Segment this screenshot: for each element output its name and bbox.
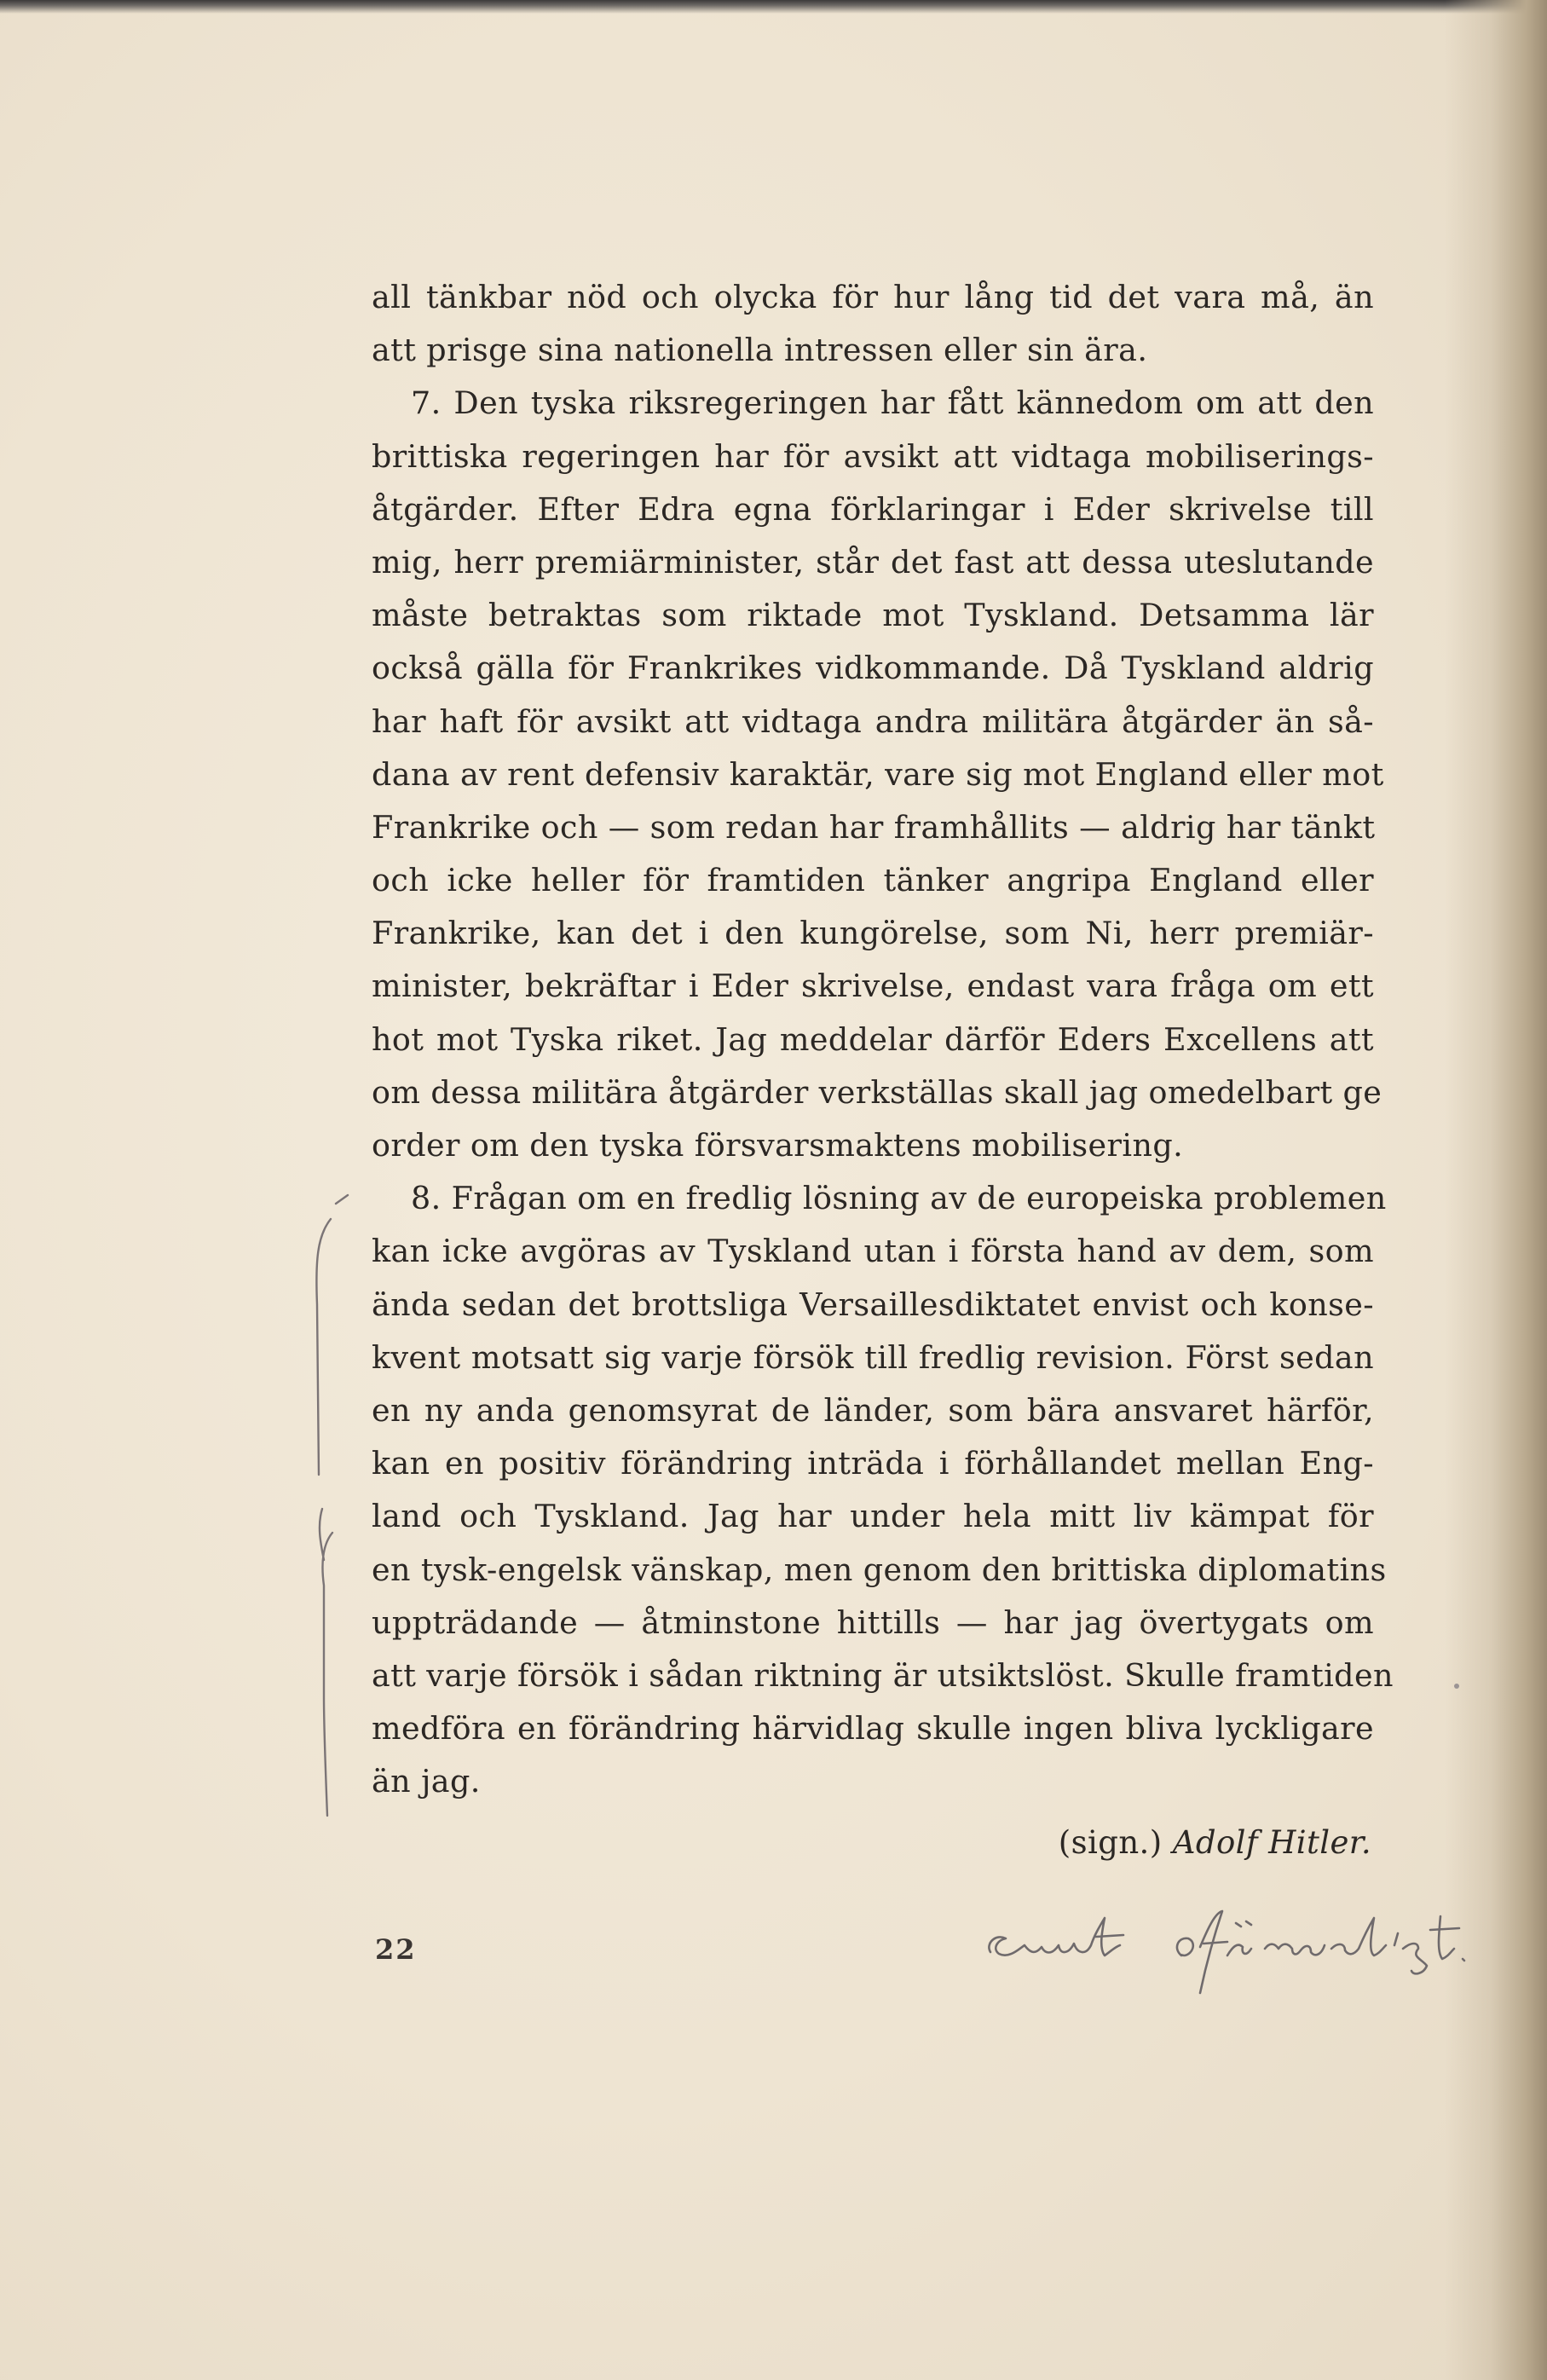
text-line: en ny anda genomsyrat de länder, som bära ansvaret härför, <box>372 1391 1374 1429</box>
text-line: att varje försök i sådan riktning är utsiktslöst. Skulle framtiden <box>372 1656 1394 1694</box>
text-line: land och Tyskland. Jag har under hela mitt liv kämpat för <box>372 1498 1374 1535</box>
page-top-edge <box>0 0 1547 14</box>
text-line: om dessa militära åtgärder verkställas skall jag omedelbart ge <box>372 1073 1382 1111</box>
signature-line <box>1059 1824 1371 1861</box>
text-line: 7. Den tyska riksregeringen har fått kännedom om att den <box>411 384 1374 422</box>
text-line: minister, bekräftar i Eder skrivelse, endast vara fråga om ett <box>372 968 1374 1005</box>
signature-name: Adolf Hitler. <box>1172 1824 1371 1861</box>
text-line: kan icke avgöras av Tyskland utan i första hand av dem, som <box>372 1233 1374 1270</box>
text-line: måste betraktas som riktade mot Tyskland. Detsamma lär <box>372 597 1374 634</box>
signature-prefix: (sign.) <box>1058 1824 1163 1861</box>
text-line: medföra en förändring härvidlag skulle ingen bliva lyckligare <box>372 1710 1374 1747</box>
text-line: hot mot Tyska riket. Jag meddelar därför Eders Excellens att <box>372 1020 1374 1058</box>
text-line: 8. Frågan om en fredlig lösning av de europeiska problemen <box>411 1180 1387 1217</box>
text-line: mig, herr premiärminister, står det fast att dessa uteslutande <box>372 543 1374 581</box>
text-line: order om den tyska försvarsmaktens mobilisering. <box>372 1127 1184 1164</box>
paper-speck <box>1454 1684 1459 1689</box>
text-line: en tysk-engelsk vänskap, men genom den brittiska diplomatins <box>372 1551 1387 1588</box>
text-line: också gälla för Frankrikes vidkommande. Då Tyskland aldrig <box>372 650 1374 687</box>
text-line: Frankrike och — som redan har framhållits — aldrig har tänkt <box>372 808 1376 846</box>
text-line: kvent motsatt sig varje försök till fredlig revision. Först sedan <box>372 1338 1374 1376</box>
text-line: ända sedan det brottsliga Versaillesdiktatet envist och konse- <box>372 1285 1374 1323</box>
body-text <box>372 271 1394 1808</box>
page-number: 22 <box>375 1933 417 1966</box>
page-gutter-shadow <box>1445 0 1547 2380</box>
text-line: all tänkbar nöd och olycka för hur lång tid det vara må, än <box>372 279 1374 315</box>
text-line: brittiska regeringen har för avsikt att vidtaga mobiliserings- <box>372 437 1374 475</box>
text-line: uppträdande — åtminstone hittills — har jag övertygats om <box>372 1603 1374 1641</box>
text-line: än jag. <box>372 1763 481 1800</box>
text-line: och icke heller för framtiden tänker angripa England eller <box>372 862 1374 899</box>
text-line: har haft för avsikt att vidtaga andra militära åtgärder än så- <box>372 702 1374 740</box>
margin-bracket-mark <box>298 1185 349 1833</box>
text-line: Frankrike, kan det i den kungörelse, som Ni, herr premiär- <box>372 915 1374 952</box>
text-line: att prisge sina nationella intressen eller sin ära. <box>372 332 1148 369</box>
text-line: kan en positiv förändring inträda i förhållandet mellan Eng- <box>372 1445 1374 1482</box>
text-line: dana av rent defensiv karaktär, vare sig mot England eller mot <box>372 755 1384 793</box>
handwritten-note <box>980 1892 1526 1995</box>
text-line: åtgärder. Efter Edra egna förklaringar i Eder skrivelse till <box>372 490 1374 528</box>
